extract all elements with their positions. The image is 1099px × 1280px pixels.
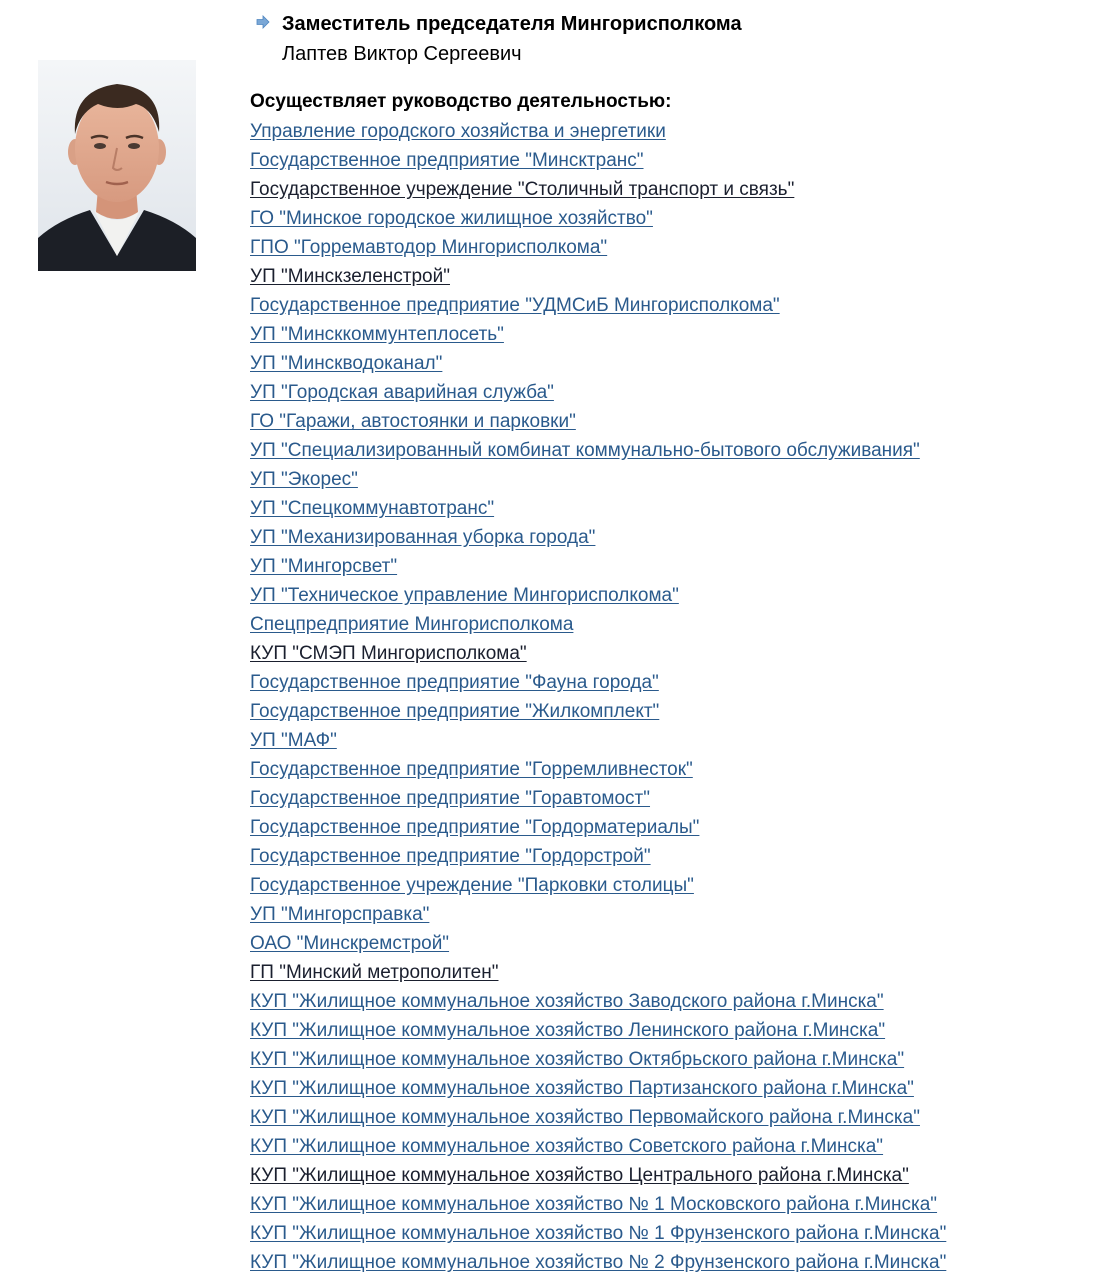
- organization-link[interactable]: Государственное предприятие "Фауна города": [250, 672, 659, 693]
- list-item: [250, 204, 946, 233]
- list-item: [250, 813, 946, 842]
- organization-link[interactable]: ГО "Минское городское жилищное хозяйство": [250, 208, 653, 229]
- list-item: [250, 262, 946, 291]
- organization-link[interactable]: Государственное предприятие "Горавтомост": [250, 788, 651, 809]
- organization-link[interactable]: УП "Экорес": [250, 469, 358, 490]
- organization-link[interactable]: УП "Мингорсправка": [250, 904, 430, 925]
- list-item: [250, 146, 946, 175]
- organization-link[interactable]: КУП "Жилищное коммунальное хозяйство № 2 Фрунзенского района г.Минска": [250, 1252, 947, 1273]
- list-item: [250, 407, 946, 436]
- organization-link[interactable]: КУП "Жилищное коммунальное хозяйство Советского района г.Минска": [250, 1136, 884, 1157]
- list-item: [250, 1219, 946, 1248]
- arrow-bullet-icon: [256, 15, 270, 29]
- organization-link[interactable]: УП "Минсккоммунтеплосеть": [250, 324, 504, 345]
- organization-link[interactable]: Спецпредприятие Мингорисполкома: [250, 614, 574, 635]
- organization-link[interactable]: УП "МАФ": [250, 730, 337, 751]
- organization-link[interactable]: Государственное предприятие "Гордорстрой": [250, 846, 651, 867]
- organization-link[interactable]: КУП "Жилищное коммунальное хозяйство Октябрьского района г.Минска": [250, 1049, 905, 1070]
- list-item: [250, 1045, 946, 1074]
- list-item: [250, 320, 946, 349]
- organization-link[interactable]: Государственное предприятие "Минсктранс": [250, 150, 644, 171]
- list-item: [250, 784, 946, 813]
- list-item: [250, 726, 946, 755]
- organization-link[interactable]: ГП "Минский метрополитен": [250, 962, 499, 983]
- organization-link[interactable]: УП "Техническое управление Мингорисполкома": [250, 585, 679, 606]
- organization-link[interactable]: УП "Спецкоммунавтотранс": [250, 498, 495, 519]
- organization-link[interactable]: КУП "Жилищное коммунальное хозяйство Ленинского района г.Минска": [250, 1020, 886, 1041]
- organization-link[interactable]: КУП "Жилищное коммунальное хозяйство Партизанского района г.Минска": [250, 1078, 914, 1099]
- organization-link[interactable]: КУП "Жилищное коммунальное хозяйство № 1 Московского района г.Минска": [250, 1194, 938, 1215]
- organization-list: [250, 117, 946, 1277]
- list-item: [250, 349, 946, 378]
- organization-link[interactable]: Государственное учреждение "Столичный транспорт и связь": [250, 179, 795, 200]
- list-item: [250, 291, 946, 320]
- list-item: [250, 668, 946, 697]
- organization-link[interactable]: ГПО "Горремавтодор Мингорисполкома": [250, 237, 608, 258]
- person-name: Лаптев Виктор Сергеевич: [282, 43, 522, 65]
- organization-link[interactable]: Государственное предприятие "Горремливнесток": [250, 759, 693, 780]
- organization-link[interactable]: ОАО "Минскремстрой": [250, 933, 450, 954]
- list-item: [250, 552, 946, 581]
- organization-link[interactable]: Государственное предприятие "УДМСиБ Мингорисполкома": [250, 295, 780, 316]
- list-item: [250, 987, 946, 1016]
- list-item: [250, 465, 946, 494]
- organization-link[interactable]: Государственное учреждение "Парковки столицы": [250, 875, 694, 896]
- organization-link[interactable]: КУП "Жилищное коммунальное хозяйство Заводского района г.Минска": [250, 991, 884, 1012]
- organization-link[interactable]: КУП "Жилищное коммунальное хозяйство № 1 Фрунзенского района г.Минска": [250, 1223, 947, 1244]
- list-item: [250, 523, 946, 552]
- organization-link[interactable]: УП "Минскводоканал": [250, 353, 443, 374]
- list-item: [250, 1103, 946, 1132]
- list-item: [250, 610, 946, 639]
- list-item: [250, 436, 946, 465]
- list-item: [250, 842, 946, 871]
- list-item: [250, 1248, 946, 1277]
- list-item: [250, 175, 946, 204]
- list-item: [250, 233, 946, 262]
- organization-link[interactable]: ГО "Гаражи, автостоянки и парковки": [250, 411, 576, 432]
- organization-link[interactable]: КУП "СМЭП Мингорисполкома": [250, 643, 527, 664]
- list-item: [250, 1132, 946, 1161]
- list-item: [250, 117, 946, 146]
- list-item: [250, 639, 946, 668]
- organization-link[interactable]: КУП "Жилищное коммунальное хозяйство Центрального района г.Минска": [250, 1165, 909, 1186]
- list-item: [250, 494, 946, 523]
- organization-link[interactable]: КУП "Жилищное коммунальное хозяйство Первомайского района г.Минска": [250, 1107, 920, 1128]
- list-item: [250, 1074, 946, 1103]
- position-title: Заместитель председателя Мингорисполкома: [282, 13, 742, 35]
- organization-link[interactable]: Государственное предприятие "Гордорматериалы": [250, 817, 700, 838]
- list-item: [250, 900, 946, 929]
- organization-link[interactable]: УП "Городская аварийная служба": [250, 382, 554, 403]
- list-item: [250, 1190, 946, 1219]
- section-heading: Осуществляет руководство деятельностью:: [250, 91, 672, 112]
- list-item: [250, 378, 946, 407]
- list-item: [250, 755, 946, 784]
- list-item: [250, 581, 946, 610]
- organization-link[interactable]: УП "Специализированный комбинат коммунально-бытового обслуживания": [250, 440, 920, 461]
- organization-link[interactable]: Государственное предприятие "Жилкомплект": [250, 701, 660, 722]
- organization-link[interactable]: УП "Минскзеленстрой": [250, 266, 450, 287]
- organization-link[interactable]: УП "Механизированная уборка города": [250, 527, 596, 548]
- list-item: [250, 1016, 946, 1045]
- organization-link[interactable]: УП "Мингорсвет": [250, 556, 398, 577]
- organization-link[interactable]: Управление городского хозяйства и энергетики: [250, 121, 666, 142]
- list-item: [250, 1161, 946, 1190]
- portrait-photo: [38, 60, 196, 271]
- list-item: [250, 958, 946, 987]
- list-item: [250, 697, 946, 726]
- list-item: [250, 929, 946, 958]
- list-item: [250, 871, 946, 900]
